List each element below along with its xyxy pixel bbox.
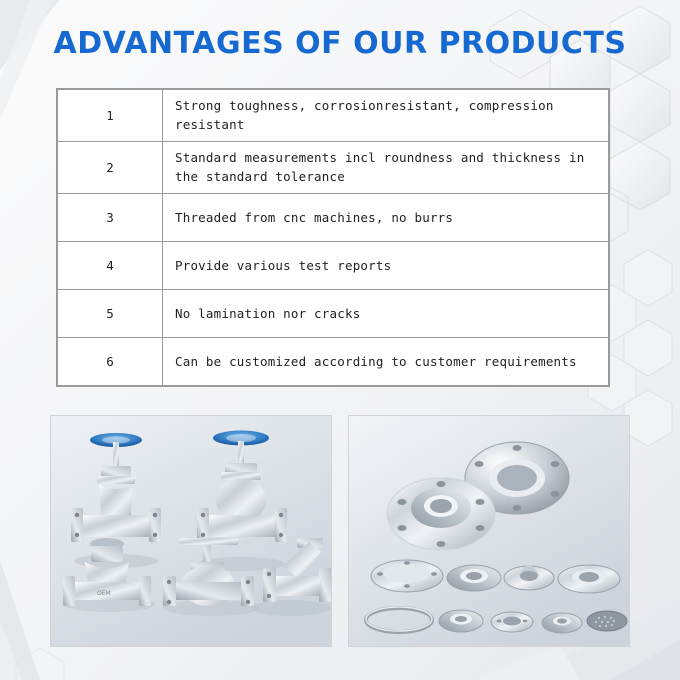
table-row [58, 337, 609, 385]
svg-text:OEM: OEM [97, 590, 111, 597]
flange-large-front [387, 478, 495, 550]
table-row [58, 90, 609, 142]
table-row [58, 141, 609, 193]
table-row [58, 241, 609, 289]
row-number: 2 [58, 141, 163, 193]
valves-photo [50, 415, 332, 647]
row-text: Strong toughness, corrosionresistant, compression resistant [163, 90, 609, 142]
row-number: 6 [58, 337, 163, 385]
row-text: Can be customized according to customer requirements [163, 337, 609, 385]
row-text: No lamination nor cracks [163, 289, 609, 337]
row-number: 5 [58, 289, 163, 337]
row-number: 1 [58, 90, 163, 142]
row-text: Standard measurements incl roundness and thickness in the standard tolerance [163, 141, 609, 193]
page-title: ADVANTAGES OF OUR PRODUCTS [53, 26, 627, 61]
advantages-table [56, 88, 610, 387]
table-row [58, 193, 609, 241]
row-number: 4 [58, 241, 163, 289]
row-text: Provide various test reports [163, 241, 609, 289]
flanges-photo [348, 415, 630, 647]
table-row [58, 289, 609, 337]
row-number: 3 [58, 193, 163, 241]
row-text: Threaded from cnc machines, no burrs [163, 193, 609, 241]
